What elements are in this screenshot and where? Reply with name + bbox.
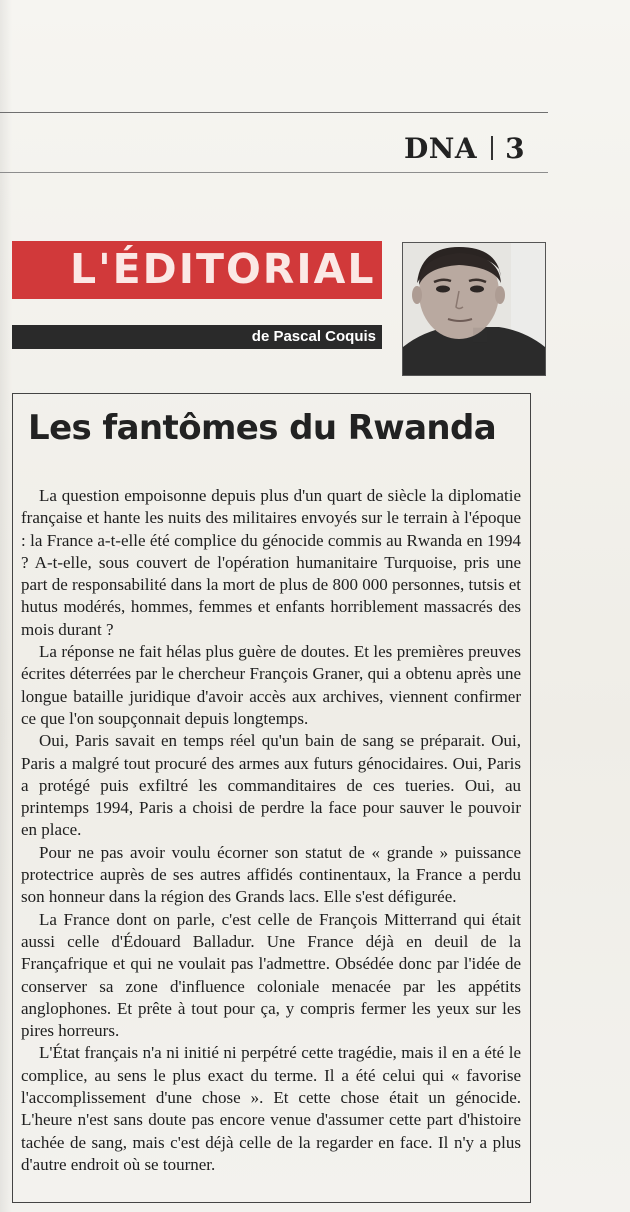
article-paragraph: Oui, Paris savait en temps réel qu'un bain de sang se préparait. Oui, Paris a malgré tout procuré des armes aux futurs génocidaires. Oui, Paris a protégé puis exfiltré les commanditaires de ces tueries. Oui, au printemps 1994, Paris a choisi de perdre la face pour sauver le pouvoir en place. [21, 731, 521, 840]
header-top-rule [0, 112, 548, 113]
section-label: L'ÉDITORIAL [70, 245, 376, 293]
article-paragraph: L'État français n'a ni initié ni perpétré cette tragédie, mais il en a été le complice, au sens le plus exact du terme. Il a été celui qui « favorise l'accomplissement d'une chose ». Et cette chose était un génocide. L'heure n'est sans doute pas encore venue d'assumer cette part d'histoire tachée de sang, mais c'est déjà celle de la regarder en face. Il n'y a plus d'autre endroit où se tourner. [21, 1043, 521, 1174]
author-bar [12, 325, 382, 349]
article-body [21, 485, 521, 1176]
page-header [404, 128, 554, 168]
page-number: 3 [505, 131, 525, 165]
paper-fold-shadow [0, 0, 12, 1212]
byline: de Pascal Coquis [251, 328, 376, 345]
article-paragraph: La question empoisonne depuis plus d'un quart de siècle la diplomatie française et hante les nuits des militaires envoyés sur le terrain à l'époque : la France a-t-elle été complice du génocide commis au Rwanda en 1994 ? A-t-elle, sous couvert de l'opération humanitaire Turquoise, pris une part de responsabilité dans la mort de plus de 800 000 personnes, tutsis et hutus modérés, hommes, femmes et enfants horriblement massacrés des mois durant ? [21, 486, 521, 639]
section-banner [12, 241, 382, 299]
masthead-logo: DNA [404, 131, 478, 165]
article-paragraph: La France dont on parle, c'est celle de François Mitterrand qui était aussi celle d'Édouard Balladur. Une France déjà en deuil de la Françafrique et qui ne voulait pas l'admettre. Obsédée donc par l'idée de conserver sa zone d'influence coloniale menacée par les appétits anglophones. Et prête à tout pour ça, y compris fermer les yeux sur les pires horreurs. [21, 909, 521, 1041]
article-paragraph: Pour ne pas avoir voulu écorner son statut de « grande » puissance protectrice auprès de ses autres affidés continentaux, la France a perdu son honneur dans la région des Grands lacs. Elle s'est défigurée. [21, 842, 521, 907]
article-paragraph: La réponse ne fait hélas plus guère de doutes. Et les premières preuves écrites déterrées par le chercheur François Graner, qui a obtenu après une longue bataille juridique d'avoir accès aux archives, viennent confirmer ce que l'on soupçonnait depuis longtemps. [21, 642, 521, 728]
header-separator [491, 136, 493, 160]
show-through-text: ▪ [470, 301, 491, 366]
article-title: Les fantômes du Rwanda [28, 408, 497, 448]
header-bottom-rule [0, 172, 548, 173]
